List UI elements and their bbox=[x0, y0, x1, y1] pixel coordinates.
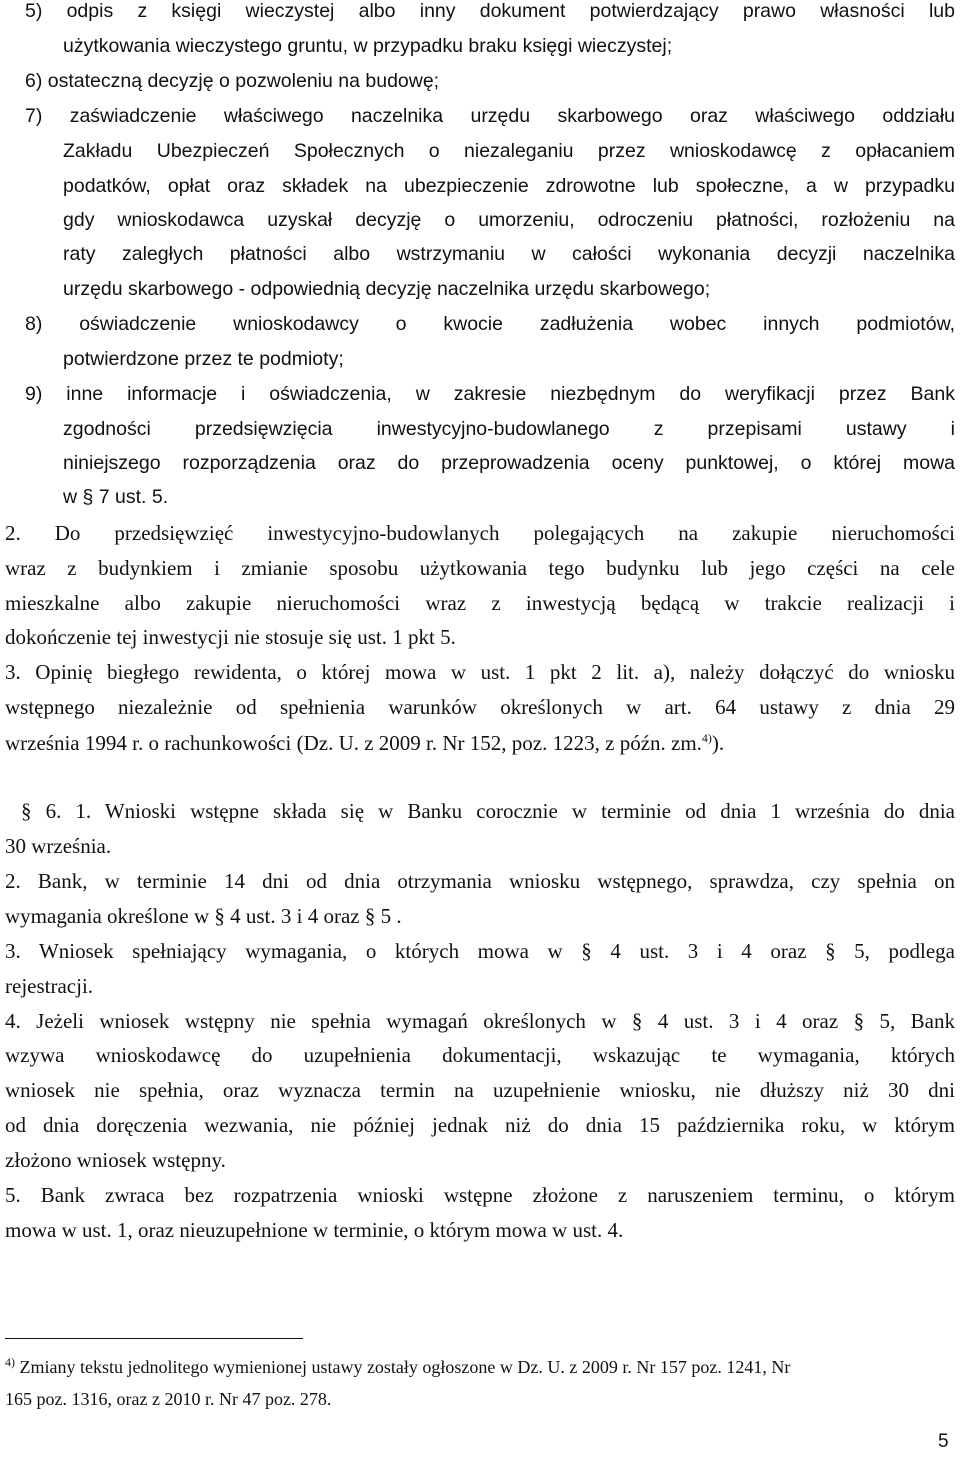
par-6-ust-3-line-1: 3. Wniosek spełniający wymagania, o których mowa w § 4 ust. 3 i 4 oraz § 5, podlega bbox=[5, 939, 955, 963]
item-6-line-1: 6) ostateczną decyzję o pozwoleniu na budowę; bbox=[25, 70, 440, 92]
ust-3-line-3-text: września 1994 r. o rachunkowości (Dz. U. z 2009 r. Nr 152, poz. 1223, z późn. zm. bbox=[5, 731, 702, 755]
par-6-ust-4-line-5: złożono wniosek wstępny. bbox=[5, 1148, 226, 1172]
item-5-line-1: 5) odpis z księgi wieczystej albo inny dokument potwierdzający prawo własności lub bbox=[25, 0, 955, 22]
footnote-line-1 bbox=[5, 1355, 791, 1377]
ust-2-line-2: wraz z budynkiem i zmianie sposobu użytkowania tego budynku lub jego części na cele bbox=[5, 556, 955, 580]
footnote-marker: 4) bbox=[5, 1355, 15, 1369]
par-6-ust-5-line-1: 5. Bank zwraca bez rozpatrzenia wnioski wstępne złożone z naruszeniem terminu, o którym bbox=[5, 1183, 955, 1207]
par-6-ust-1-line-2: 30 września. bbox=[5, 834, 112, 858]
par-6-ust-2-line-1: 2. Bank, w terminie 14 dni od dnia otrzymania wniosku wstępnego, sprawdza, czy spełnia on bbox=[5, 869, 955, 893]
footnote-ref-4: 4) bbox=[701, 731, 712, 745]
item-7-line-4: gdy wnioskodawca uzyskał decyzję o umorzeniu, odroczeniu płatności, rozłożeniu na bbox=[63, 209, 955, 231]
item-9-line-1: 9) inne informacje i oświadczenia, w zakresie niezbędnym do weryfikacji przez Bank bbox=[25, 383, 955, 405]
par-6-ust-5-line-2: mowa w ust. 1, oraz nieuzupełnione w terminie, o którym mowa w ust. 4. bbox=[5, 1218, 624, 1242]
par-6-ust-4-line-4: od dnia doręczenia wezwania, nie później jednak niż do dnia 15 października roku, w którym bbox=[5, 1113, 955, 1137]
ust-2-line-3: mieszkalne albo zakupie nieruchomości wraz z inwestycją będącą w trakcie realizacji i bbox=[5, 591, 955, 615]
item-8-line-2: potwierdzone przez te podmioty; bbox=[63, 348, 344, 370]
footnote-text-1: Zmiany tekstu jednolitego wymienionej ustawy zostały ogłoszone w Dz. U. z 2009 r. Nr 157 poz. 1241, Nr bbox=[19, 1357, 791, 1377]
par-6-ust-3-line-2: rejestracji. bbox=[5, 974, 94, 998]
footnote-separator bbox=[5, 1338, 303, 1339]
item-5-line-2: użytkowania wieczystego gruntu, w przypadku braku księgi wieczystej; bbox=[63, 35, 673, 57]
par-6-ust-4-line-3: wniosek nie spełnia, oraz wyznacza termin na uzupełnienie wniosku, nie dłuższy niż 30 dni bbox=[5, 1078, 955, 1102]
item-8-line-1: 8) oświadczenie wnioskodawcy o kwocie zadłużenia wobec innych podmiotów, bbox=[25, 313, 955, 335]
ust-3-line-1: 3. Opinię biegłego rewidenta, o której mowa w ust. 1 pkt 2 lit. a), należy dołączyć do wniosku bbox=[5, 660, 955, 684]
ust-3-line-3-end: ). bbox=[711, 731, 725, 755]
footnote-line-2: 165 poz. 1316, oraz z 2010 r. Nr 47 poz. 278. bbox=[5, 1389, 332, 1409]
item-7-line-5: raty zaległych płatności albo wstrzymaniu w całości wykonania decyzji naczelnika bbox=[63, 243, 955, 265]
item-9-line-4: w § 7 ust. 5. bbox=[63, 486, 169, 508]
page-number: 5 bbox=[938, 1431, 949, 1452]
ust-2-line-4: dokończenie tej inwestycji nie stosuje się ust. 1 pkt 5. bbox=[5, 625, 456, 649]
item-9-line-3: niniejszego rozporządzenia oraz do przeprowadzenia oceny punktowej, o której mowa bbox=[63, 452, 955, 474]
item-9-line-2: zgodności przedsięwzięcia inwestycyjno-budowlanego z przepisami ustawy i bbox=[63, 418, 955, 440]
ust-2-line-1: 2. Do przedsięwzięć inwestycyjno-budowlanych polegających na zakupie nieruchomości bbox=[5, 521, 955, 545]
item-7-line-2: Zakładu Ubezpieczeń Społecznych o niezaleganiu przez wnioskodawcę z opłacaniem bbox=[63, 140, 955, 162]
item-7-line-1: 7) zaświadczenie właściwego naczelnika urzędu skarbowego oraz właściwego oddziału bbox=[25, 105, 955, 127]
ust-3-line-2: wstępnego niezależnie od spełnienia warunków określonych w art. 64 ustawy z dnia 29 bbox=[5, 695, 955, 719]
item-7-line-6: urzędu skarbowego - odpowiednią decyzję naczelnika urzędu skarbowego; bbox=[63, 278, 711, 300]
item-7-line-3: podatków, opłat oraz składek na ubezpieczenie zdrowotne lub społeczne, a w przypadku bbox=[63, 175, 955, 197]
ust-3-line-3 bbox=[5, 733, 724, 754]
par-6-ust-2-line-2: wymagania określone w § 4 ust. 3 i 4 oraz § 5 . bbox=[5, 904, 402, 928]
par-6-ust-4-line-1: 4. Jeżeli wniosek wstępny nie spełnia wymagań określonych w § 4 ust. 3 i 4 oraz § 5, Bank bbox=[5, 1009, 955, 1033]
par-6-ust-1-line-1: § 6. 1. Wnioski wstępne składa się w Banku corocznie w terminie od dnia 1 września do dnia bbox=[21, 799, 955, 823]
par-6-ust-4-line-2: wzywa wnioskodawcę do uzupełnienia dokumentacji, wskazując te wymagania, których bbox=[5, 1043, 955, 1067]
